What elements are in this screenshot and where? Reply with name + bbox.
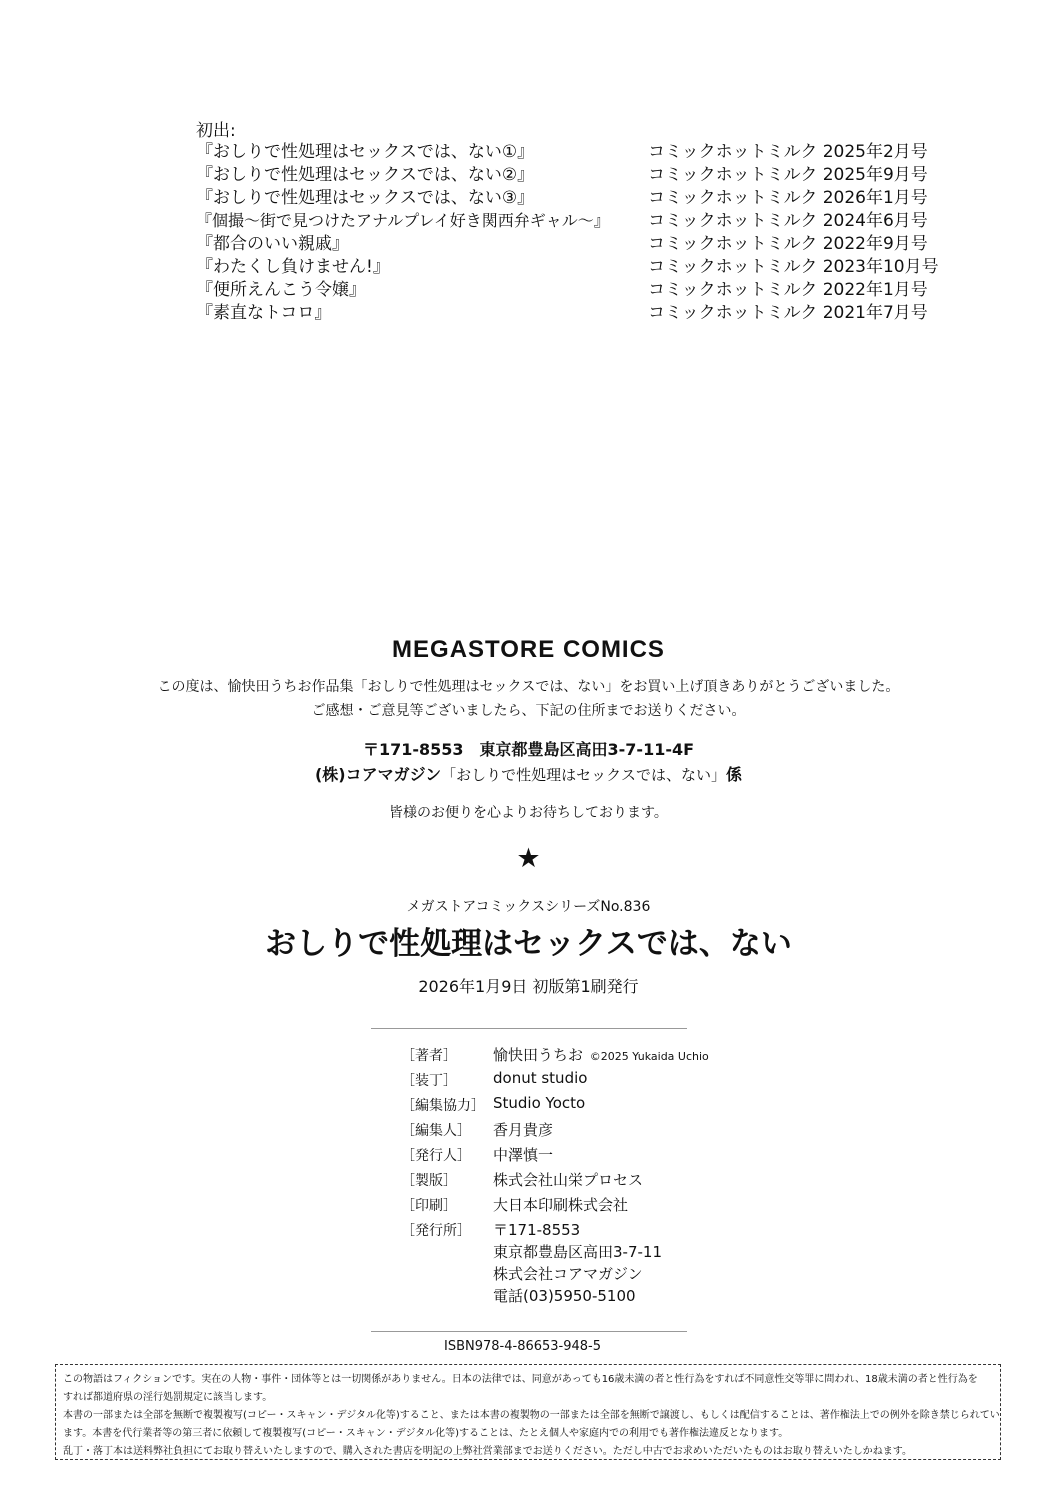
edition-date: 2026年1月9日 初版第1刷発行 xyxy=(418,977,639,996)
credit-label: ［装丁］ xyxy=(401,1073,457,1089)
isbn: ISBN978-4-86653-948-5 xyxy=(444,1339,602,1354)
publication-title: 『おしりで性処理はセックスでは、ない③』 xyxy=(196,188,535,208)
publication-magazine: コミックホットミルク 2026年1月号 xyxy=(648,188,928,208)
publication-row xyxy=(196,232,956,256)
disclaimer-line: この物語はフィクションです。実在の人物・事件・団体等とは一切関係がありません。日本の法律では、同意があっても16歳未満の者と性行為をすれば不同意性交等罪に問われ、18歳未満の者と性行為を xyxy=(63,1374,978,1385)
credit-label: ［著者］ xyxy=(401,1048,457,1064)
credit-value: Studio Yocto xyxy=(493,1094,586,1112)
author-name: 愉快田うちお xyxy=(493,1046,584,1064)
credit-label: ［編集人］ xyxy=(401,1123,471,1139)
publication-row xyxy=(196,163,956,187)
thanks-line-2: ご感想・ご意見等ございましたら、下記の住所までお送りください。 xyxy=(311,703,746,719)
first-appearance-heading: 初出: xyxy=(196,121,236,141)
publication-magazine: コミックホットミルク 2023年10月号 xyxy=(648,257,939,277)
publication-magazine: コミックホットミルク 2022年1月号 xyxy=(648,280,928,300)
copyright-note: ©2025 Yukaida Uchio xyxy=(589,1050,709,1063)
credit-value: 中澤慎一 xyxy=(493,1146,554,1164)
publication-row xyxy=(196,209,956,233)
mailing-address: 〒171-8553 東京都豊島区高田3-7-11-4F xyxy=(362,740,695,759)
credit-label: ［編集協力］ xyxy=(401,1098,485,1114)
waiting-message: 皆様のお便りを心よりお待ちしております。 xyxy=(389,805,668,821)
publication-row xyxy=(196,140,956,164)
credit-value: 大日本印刷株式会社 xyxy=(493,1196,629,1214)
credit-label: ［発行人］ xyxy=(401,1148,471,1164)
publication-row xyxy=(196,186,956,210)
credit-label: ［発行所］ xyxy=(401,1223,471,1239)
publication-title: 『個撮～街で見つけたアナルプレイ好き関西弁ギャル～』 xyxy=(196,211,610,230)
credit-label: ［製版］ xyxy=(401,1173,457,1189)
publication-magazine: コミックホットミルク 2022年9月号 xyxy=(648,234,928,254)
publication-title: 『おしりで性処理はセックスでは、ない①』 xyxy=(196,142,535,162)
publication-magazine: コミックホットミルク 2024年6月号 xyxy=(648,211,928,231)
isbn-divider xyxy=(371,1331,687,1332)
disclaimer-line: ます。本書を代行業者等の第三者に依頼して複製複写(コピー・スキャン・デジタル化等)することは、たとえ個人や家庭内での利用でも著作権法違反となります。 xyxy=(63,1428,789,1439)
publication-row xyxy=(196,255,956,279)
publication-magazine: コミックホットミルク 2025年2月号 xyxy=(648,142,928,162)
credit-value: 〒171-8553 xyxy=(493,1221,581,1239)
colophon-divider xyxy=(371,1028,687,1029)
brand-heading: MEGASTORE COMICS xyxy=(392,636,665,663)
publication-row xyxy=(196,278,956,302)
publication-magazine: コミックホットミルク 2025年9月号 xyxy=(648,165,928,185)
publisher-address: 東京都豊島区高田3-7-11 xyxy=(493,1243,662,1261)
publication-row xyxy=(196,301,956,325)
department-title: 「おしりで性処理はセックスでは、ない」 xyxy=(441,766,727,784)
disclaimer-line: 本書の一部または全部を無断で複製複写(コピー・スキャン・デジタル化等)すること、または本書の複製物の一部または全部を無断で譲渡し、もしくは配信することは、著作権法上での例外を除き禁じられてい xyxy=(63,1410,1000,1421)
credit-value: 香月貴彦 xyxy=(493,1121,554,1139)
disclaimer-line: すれば都道府県の淫行処罰規定に該当します。 xyxy=(63,1392,273,1403)
publication-title: 『便所えんこう令嬢』 xyxy=(196,280,366,300)
mailing-department xyxy=(0,762,1057,785)
publication-magazine: コミックホットミルク 2021年7月号 xyxy=(648,303,928,323)
publication-title: 『おしりで性処理はセックスでは、ない②』 xyxy=(196,165,535,185)
department-suffix: 係 xyxy=(726,765,743,784)
thanks-line-1: この度は、愉快田うちお作品集「おしりで性処理はセックスでは、ない」をお買い上げ頂きありがとうございました。 xyxy=(157,679,900,695)
publisher-phone: 電話(03)5950-5100 xyxy=(493,1287,636,1305)
credit-label: ［印刷］ xyxy=(401,1198,457,1214)
credit-value: 株式会社山栄プロセス xyxy=(493,1171,644,1189)
publication-title: 『素直なトコロ』 xyxy=(196,303,332,323)
credit-value: donut studio xyxy=(493,1069,588,1087)
disclaimer-line: 乱丁・落丁本は送料弊社負担にてお取り替えいたしますので、購入された書店を明記の上弊社営業部までお送りください。ただし中古でお求めいただいたものはお取り替えいたしかねます。 xyxy=(63,1446,912,1457)
department-company: (株)コアマガジン xyxy=(314,765,442,784)
series-number: メガストアコミックスシリーズNo.836 xyxy=(406,899,651,915)
star-icon: ★ xyxy=(516,843,541,874)
credit-value xyxy=(493,1044,709,1065)
publication-title: 『わたくし負けません!』 xyxy=(196,257,390,277)
book-title: おしりで性処理はセックスでは、ない xyxy=(265,926,792,962)
publication-title: 『都合のいい親戚』 xyxy=(196,234,349,254)
disclaimer-box xyxy=(55,1364,1001,1460)
publisher-name: 株式会社コアマガジン xyxy=(493,1265,643,1283)
